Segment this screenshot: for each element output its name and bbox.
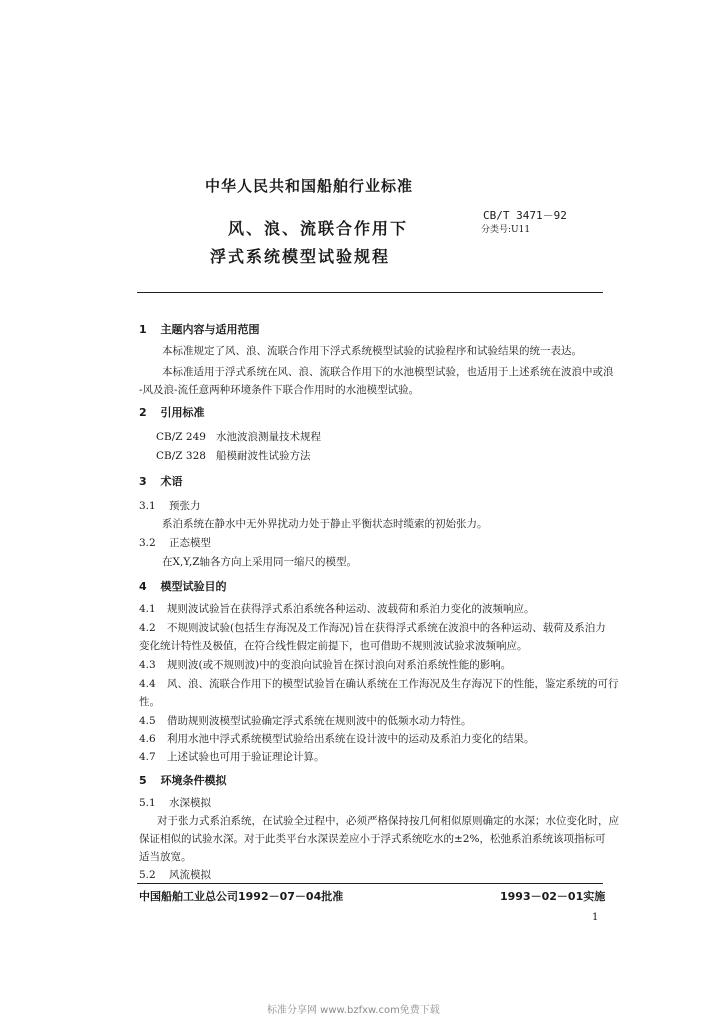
- page-number: 1: [592, 912, 599, 923]
- term-number: 3.2: [139, 537, 156, 549]
- item-text: 规则波(或不规则波)中的变浪向试验旨在探讨浪向对系泊系统性能的影响。: [167, 659, 512, 671]
- item-number: 4.1: [139, 603, 156, 615]
- subsection-number: 5.2: [139, 869, 156, 881]
- section-number: 4: [139, 580, 147, 593]
- subsection-title: 水深模拟: [169, 797, 212, 809]
- paragraph: 本标准适用于浮式系统在风、浪、流联合作用下的水池模型试验，也适用于上述系统在波浪中或浪: [162, 366, 614, 378]
- section-title: 引用标准: [160, 406, 205, 419]
- term-title: 预张力: [169, 500, 201, 512]
- term-title: 正态模型: [169, 537, 212, 549]
- paragraph: 本标准规定了风、浪、流联合作用下浮式系统模型试验的试验程序和试验结果的统一表达。: [162, 345, 582, 357]
- item-number: 4.3: [139, 659, 156, 671]
- term-definition: 系泊系统在静水中无外界扰动力处于静止平衡状态时缆索的初始张力。: [162, 518, 488, 530]
- section-number: 2: [139, 406, 147, 419]
- paragraph: 保证相似的试验水深。对于此类平台水深误差应小于浮式系统吃水的±2%，松弛系泊系统该项指标可: [139, 833, 606, 845]
- item-text: 风、浪、流联合作用下的模型试验旨在确认系统在工作海况及生存海况下的性能，鉴定系统的可行: [167, 678, 619, 690]
- paragraph: 适当放宽。: [139, 851, 192, 863]
- section-3-heading: [139, 473, 183, 489]
- item-number: 4.5: [139, 715, 156, 727]
- section-title: 环境条件模拟: [160, 774, 227, 787]
- item-number: 4.7: [139, 751, 156, 763]
- subsection-number: 5.1: [139, 797, 156, 809]
- item-text: 利用水池中浮式系统模型试验给出系统在设计波中的运动及系泊力变化的结果。: [167, 733, 535, 745]
- effective-date: 1993－02－01实施: [500, 890, 606, 903]
- document-title-line1: 风、浪、流联合作用下: [228, 219, 409, 238]
- item-text: 上述试验也可用于验证理论计算。: [167, 751, 325, 763]
- item-text: 规则波试验旨在获得浮式系泊系统各种运动、波载荷和系泊力变化的波频响应。: [167, 603, 535, 615]
- classification-code: 分类号:U11: [481, 225, 531, 235]
- paragraph: -风及浪-流任意两种环境条件下联合作用时的水池模型试验。: [139, 384, 420, 396]
- subsection-title: 风流模拟: [169, 869, 212, 881]
- item-number: 4.4: [139, 678, 156, 690]
- list-item: [139, 746, 325, 768]
- item-number: 4.2: [139, 622, 156, 634]
- section-number: 3: [139, 475, 147, 488]
- item-text: 借助规则波模型试验确定浮式系统在规则波中的低频水动力特性。: [167, 715, 472, 727]
- reference-item: CB/Z 249 水池波浪测量技术规程: [156, 431, 321, 443]
- term-number: 3.1: [139, 500, 156, 512]
- paragraph: 对于张力式系泊系统，在试验全过程中，必须严格保持按几何相似原则确定的水深；水位变化时，应: [157, 815, 619, 827]
- item-text: 不规则波试验(包括生存海况及工作海况)旨在获得浮式系统在波浪中的各种运动、载荷及系泊力: [167, 622, 606, 634]
- section-2-heading: [139, 404, 205, 420]
- watermark-text: 标准分享网 www.bzfxw.com免费下载: [267, 1005, 440, 1016]
- reference-item: CB/Z 328 船模耐波性试验方法: [156, 450, 311, 462]
- issuing-authority-title: 中华人民共和国船舶行业标准: [205, 177, 414, 195]
- header-rule: [137, 292, 603, 293]
- section-number: 5: [139, 774, 147, 787]
- list-item: [139, 673, 619, 695]
- section-number: 1: [139, 323, 147, 336]
- list-item-continuation: 变化统计特性及极值，在符合线性假定前提下，也可借助不规则波试验求波频响应。: [139, 640, 528, 652]
- section-5-heading: [139, 772, 227, 788]
- section-4-heading: [139, 578, 227, 594]
- approval-line: 中国船舶工业总公司1992－07－04批准: [139, 890, 344, 903]
- standard-code: CB/T 3471－92: [483, 209, 567, 222]
- document-title-line2: 浮式系统模型试验规程: [210, 247, 391, 266]
- section-title: 主题内容与适用范围: [160, 323, 260, 336]
- list-item-continuation: 性。: [139, 696, 160, 708]
- section-title: 模型试验目的: [160, 580, 227, 593]
- section-title: 术语: [160, 475, 183, 488]
- section-1-heading: [139, 321, 260, 337]
- term-definition: 在X,Y,Z轴各方向上采用同一缩尺的模型。: [162, 556, 358, 568]
- footer-rule: [137, 883, 603, 884]
- item-number: 4.6: [139, 733, 156, 745]
